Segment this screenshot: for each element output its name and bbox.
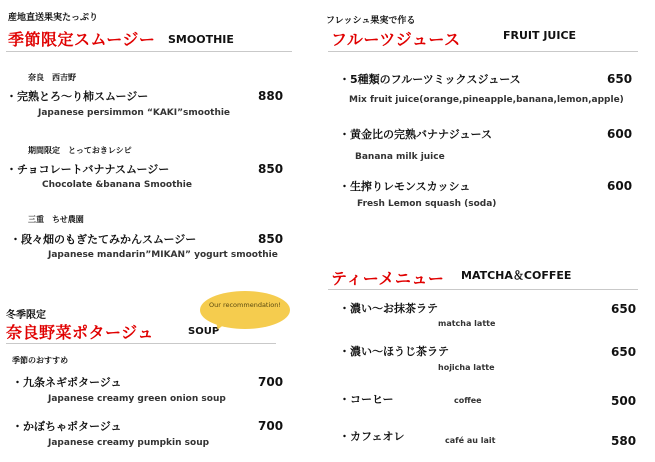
menu-item-price: 500	[611, 394, 637, 408]
menu-item-english: matcha latte	[438, 319, 496, 328]
menu-item-price: 650	[611, 302, 637, 316]
menu-item-price: 700	[258, 375, 284, 389]
juice-divider	[328, 51, 638, 52]
juice-section-title-en: FRUIT JUICE	[503, 29, 577, 42]
menu-item-price: 580	[611, 434, 637, 448]
menu-item-english: Banana milk juice	[355, 152, 445, 162]
menu-item-name: ・段々畑のもぎたてみかんスムージー	[10, 233, 197, 246]
juice-section-title: フルーツジュース	[331, 30, 461, 49]
smoothie-section-title-en: SMOOTHIE	[168, 33, 234, 46]
menu-item-name: ・かぼちゃポタージュ	[12, 420, 122, 433]
menu-item-name: ・黄金比の完熟バナナジュース	[339, 128, 493, 141]
menu-item-english: Japanese creamy pumpkin soup	[48, 438, 210, 448]
menu-item-price: 880	[258, 89, 284, 103]
juice-tagline: フレッシュ果実で作る	[326, 16, 416, 26]
tea-divider	[328, 289, 638, 290]
soup-tagline: 冬季限定	[6, 310, 46, 321]
recommendation-bubble-text: Our recommendation!	[208, 301, 281, 309]
soup-subhead: 季節のおすすめ	[12, 356, 69, 365]
menu-item-english: Japanese creamy green onion soup	[48, 394, 226, 404]
menu-item-name: ・カフェオレ	[339, 430, 405, 443]
menu-item-english: Japanese persimmon “KAKI”smoothie	[38, 108, 231, 118]
menu-item-english: Chocolate &banana Smoothie	[42, 180, 192, 190]
menu-item-name: ・濃い～お抹茶ラテ	[339, 302, 438, 315]
soup-section-title: 奈良野菜ポタージュ	[6, 323, 154, 342]
smoothie-section-title: 季節限定スムージー	[8, 30, 156, 49]
smoothie-tagline: 産地直送果実たっぷり	[8, 13, 99, 23]
menu-item-origin: 期間限定 とっておきレシピ	[28, 146, 132, 155]
soup-divider	[6, 343, 276, 344]
smoothie-divider	[6, 51, 292, 52]
menu-item-price: 650	[611, 345, 637, 359]
menu-item-name: ・九条ネギポタージュ	[12, 376, 122, 389]
menu-item-name: ・コーヒー	[339, 393, 394, 406]
menu-item-price: 850	[258, 232, 284, 246]
soup-section-title-en: SOUP	[188, 326, 220, 337]
menu-item-english: hojicha latte	[438, 363, 495, 372]
menu-item-price: 850	[258, 162, 284, 176]
menu-item-price: 600	[607, 127, 633, 141]
menu-item-name: ・5種類のフルーツミックスジュース	[339, 73, 521, 86]
menu-item-english: Fresh Lemon squash (soda)	[357, 199, 497, 209]
menu-item-price: 600	[607, 179, 633, 193]
menu-item-name: ・完熟とろ～り柿スムージー	[6, 90, 149, 103]
tea-section-title-en: MATCHA＆COFFEE	[461, 269, 572, 282]
menu-item-english: café au lait	[445, 436, 496, 445]
menu-item-name: ・生搾りレモンスカッシュ	[339, 180, 471, 193]
menu-item-english: Japanese mandarin”MIKAN” yogurt smoothie	[48, 250, 278, 260]
menu-item-origin: 奈良 西吉野	[28, 73, 76, 82]
menu-item-price: 700	[258, 419, 284, 433]
menu-item-price: 650	[607, 72, 633, 86]
menu-item-english: coffee	[454, 396, 482, 405]
menu-item-english: Mix fruit juice(orange,pineapple,banana,lemon,apple)	[349, 95, 624, 105]
menu-item-name: ・濃い～ほうじ茶ラテ	[339, 345, 449, 358]
tea-section-title: ティーメニュー	[331, 269, 445, 288]
menu-item-name: ・チョコレートバナナスムージー	[6, 163, 170, 176]
menu-item-origin: 三重 ちせ農園	[28, 215, 84, 224]
